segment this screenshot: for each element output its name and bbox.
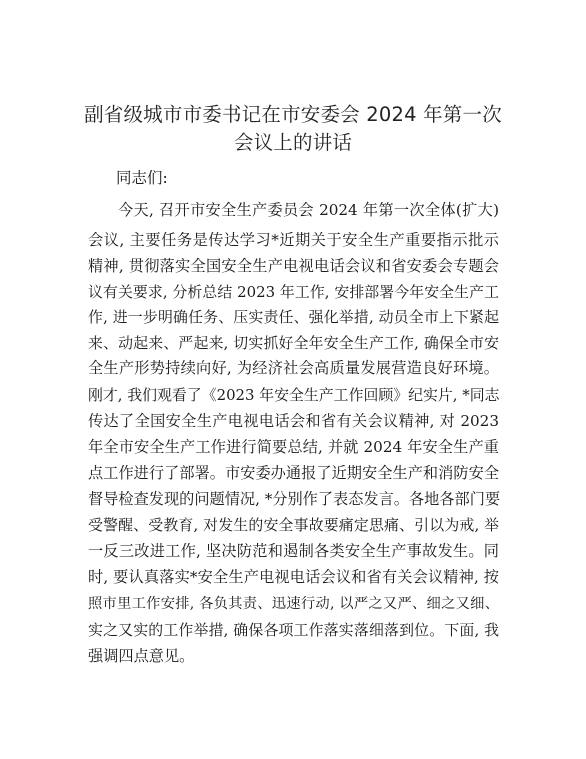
title-line: 副省级城市市委书记在市安委会 2024 年第一次 [84, 103, 502, 126]
body-line: 照市里工作安排, 各负其责、迅速行动, 以严之又严、细之又细、 [88, 596, 499, 612]
body-line: 精神, 贯彻落实全国安全生产电视电话会议和省安委会专题会 [88, 257, 499, 275]
body-line: 会议, 主要任务是传达学习*近期关于安全生产重要指示批示 [88, 231, 499, 249]
body-line: 全生产形势持续向好, 为经济社会高质量发展营造良好环境。 [88, 359, 499, 377]
body-line: 传达了全国安全生产电视电话会和省有关会议精神, 对 2023 [88, 412, 499, 430]
body-line: 受警醒、受教育, 对发生的安全事故要痛定思痛、引以为戒, 举 [88, 516, 499, 534]
body-line: 点工作进行了部署。市安委办通报了近期安全生产和消防安全 [88, 464, 499, 482]
body-line: 年全市安全生产工作进行简要总结, 并就 2024 年安全生产重 [88, 438, 499, 456]
salutation: 同志们: [116, 169, 168, 187]
body-line: 督导检查发现的问题情况, *分别作了表态发言。各地各部门要 [88, 490, 501, 508]
body-line: 议有关要求, 分析总结 2023 年工作, 安排部署今年安全生产工 [88, 283, 499, 301]
body-line: 作, 进一步明确任务、压实责任、强化举措, 动员全市上下紧起 [88, 308, 499, 326]
body-line: 实之又实的工作举措, 确保各项工作落实落细落到位。下面, 我 [88, 621, 499, 639]
title-line: 会议上的讲话 [233, 131, 353, 154]
body-line: 强调四点意见。 [88, 647, 195, 665]
body-line: 来、动起来、严起来, 切实抓好全年安全生产工作, 确保全市安 [88, 334, 499, 352]
document-title [70, 101, 516, 157]
body-line: 今天, 召开市安全生产委员会 2024 年第一次全体(扩大) [118, 201, 499, 219]
body-line: 时, 要认真落实*安全生产电视电话会议和省有关会议精神, 按 [88, 568, 499, 586]
body-line: 一反三改进工作, 坚决防范和遏制各类安全生产事故发生。同 [88, 542, 499, 560]
body-line: 刚才, 我们观看了《2023 年安全生产工作回顾》纪实片, *同志 [88, 386, 500, 404]
